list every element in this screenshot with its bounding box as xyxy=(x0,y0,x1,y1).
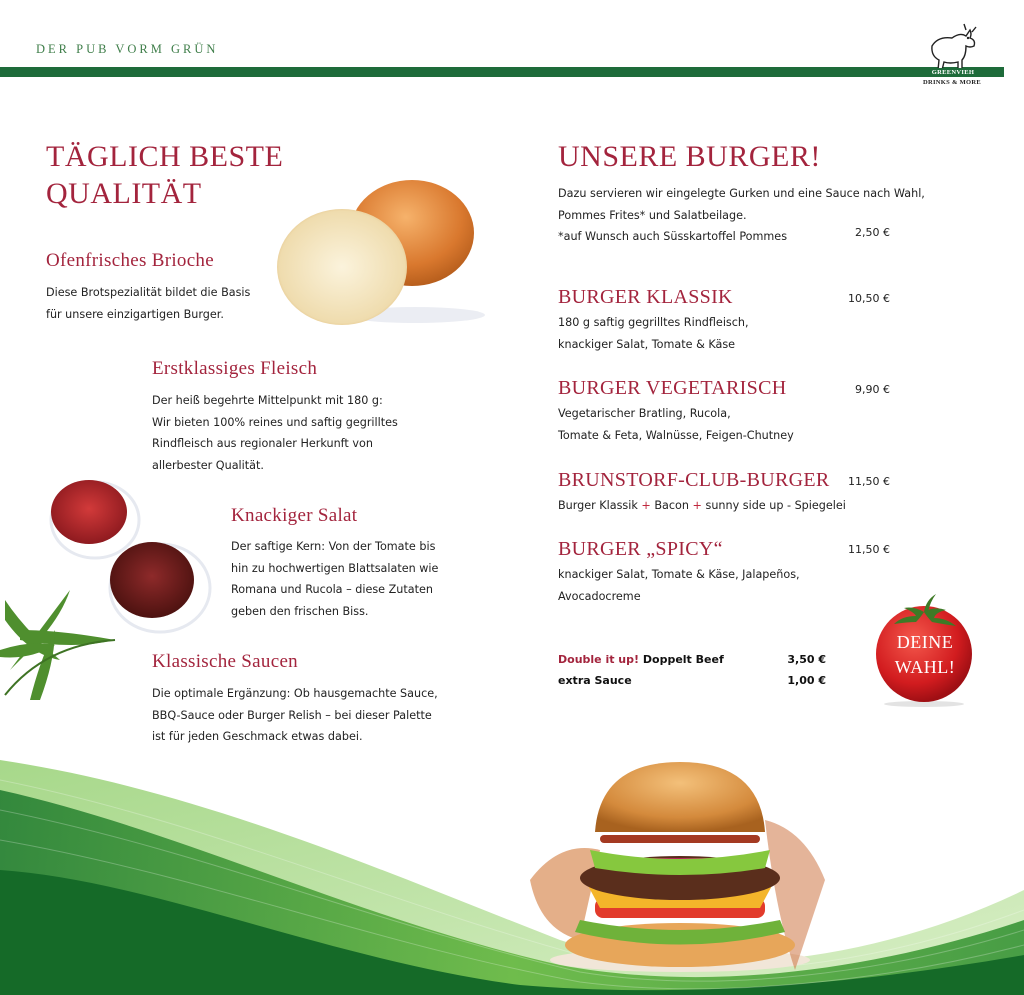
text-line: Die optimale Ergänzung: Ob hausgemachte Sauce, xyxy=(152,687,438,700)
text-line: knackiger Salat, Tomate & Käse xyxy=(558,337,736,351)
extra-highlight: Double it up! xyxy=(558,653,640,666)
sauces-rucola-image xyxy=(0,470,230,710)
text-line: Pommes Frites* und Salatbeilage. xyxy=(558,208,747,222)
text-line: hin zu hochwertigen Blattsalaten wie xyxy=(231,561,439,575)
left-title xyxy=(46,138,283,212)
right-title: UNSERE BURGER! xyxy=(558,140,821,173)
badge-text xyxy=(880,630,970,680)
burger-price-klassik: 10,50 € xyxy=(848,292,890,305)
logo-tagline: DRINKS & MORE xyxy=(922,79,982,86)
text-line: Der heiß begehrte Mittelpunkt mit 180 g: xyxy=(152,394,383,407)
text-line: Rindfleisch aus regionaler Herkunft von xyxy=(152,437,373,450)
text-line: Romana und Rucola – diese Zutaten xyxy=(231,583,433,596)
text-part: Burger Klassik xyxy=(558,499,638,512)
text-line: Avocadocreme xyxy=(558,589,641,603)
badge-line2: WAHL! xyxy=(894,657,956,677)
text-line: *auf Wunsch auch Süsskartoffel Pommes xyxy=(558,230,788,243)
text-part: Bacon xyxy=(654,499,689,512)
text-line: Diese Brotspezialität bildet die Basis xyxy=(46,286,251,299)
text-line: für unsere einzigartigen Burger. xyxy=(46,307,224,321)
section-heading-salat: Knackiger Salat xyxy=(231,505,358,526)
section-heading-brioche: Ofenfrisches Brioche xyxy=(46,250,214,271)
extra-sauce: extra Sauce xyxy=(558,674,632,687)
burger-image xyxy=(520,760,840,975)
burger-desc-spicy xyxy=(558,564,800,607)
extra-label: Doppelt Beef xyxy=(642,653,724,666)
text-line: Der saftige Kern: Von der Tomate bis xyxy=(231,540,436,553)
text-line: Wir bieten 100% reines und saftig gegrilltes xyxy=(152,415,398,429)
text-line: Dazu servieren wir eingelegte Gurken und eine Sauce nach Wahl, xyxy=(558,187,925,200)
burger-price-vegetarisch: 9,90 € xyxy=(855,383,890,396)
left-title-line2: QUALITÄT xyxy=(46,177,202,210)
burger-price-club: 11,50 € xyxy=(848,475,890,488)
text-line: 180 g saftig gegrilltes Rindfleisch, xyxy=(558,316,749,329)
section-heading-saucen: Klassische Saucen xyxy=(152,651,298,672)
extra-price-sauce: 1,00 € xyxy=(787,674,826,687)
text-line: Vegetarischer Bratling, Rucola, xyxy=(558,407,731,420)
section-text-saucen xyxy=(152,683,438,748)
logo-name: GREENVIEH xyxy=(931,69,975,76)
logo-cow-icon xyxy=(918,18,988,88)
burger-name-spicy: BURGER „SPICY“ xyxy=(558,538,723,560)
section-heading-fleisch: Erstklassiges Fleisch xyxy=(152,358,318,379)
burger-desc-klassik xyxy=(558,312,749,355)
text-line: BBQ-Sauce oder Burger Relish – bei dieser Palette xyxy=(152,708,432,722)
burger-desc-vegetarisch xyxy=(558,403,794,446)
brioche-bun-image xyxy=(270,175,490,335)
burger-name-vegetarisch: BURGER VEGETARISCH xyxy=(558,377,787,399)
text-line: Tomate & Feta, Walnüsse, Feigen-Chutney xyxy=(558,428,794,442)
text-line: knackiger Salat, Tomate & Käse, Jalapeños, xyxy=(558,568,800,581)
left-title-line1: TÄGLICH BESTE xyxy=(46,140,284,173)
burger-desc-club xyxy=(558,495,846,517)
header-bar xyxy=(0,67,1004,77)
text-line: ist für jeden Geschmack etwas dabei. xyxy=(152,730,363,743)
badge-line1: DEINE xyxy=(896,632,954,652)
plus-sign: + xyxy=(692,499,702,512)
green-wave-decoration xyxy=(0,750,1024,995)
section-text-salat xyxy=(231,536,438,622)
header-title: DER PUB VORM GRÜN xyxy=(36,42,219,56)
extra-price-double-beef: 3,50 € xyxy=(787,653,826,666)
plus-sign: + xyxy=(641,499,651,512)
text-line: allerbester Qualität. xyxy=(152,458,264,472)
extra-double-beef xyxy=(558,653,724,666)
burger-name-club: BRUNSTORF-CLUB-BURGER xyxy=(558,469,830,491)
section-text-fleisch xyxy=(152,390,398,476)
intro-price: 2,50 € xyxy=(855,226,890,239)
section-text-brioche xyxy=(46,282,250,325)
burger-price-spicy: 11,50 € xyxy=(848,543,890,556)
burger-name-klassik: BURGER KLASSIK xyxy=(558,286,733,308)
text-line: geben den frischen Biss. xyxy=(231,604,369,618)
text-part: sunny side up - Spiegelei xyxy=(705,499,846,512)
